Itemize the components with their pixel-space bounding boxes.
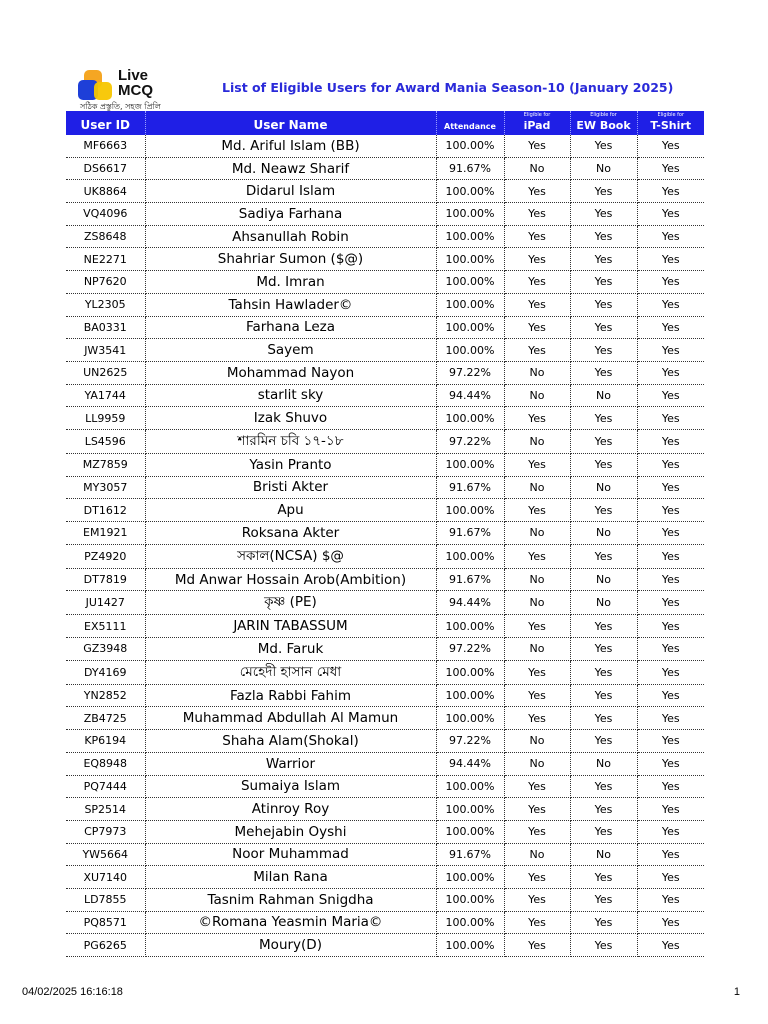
tshirt-cell: Yes — [637, 544, 704, 568]
tshirt-cell: Yes — [637, 911, 704, 934]
ewbook-cell: Yes — [570, 638, 637, 661]
ewbook-cell: Yes — [570, 407, 637, 430]
ipad-cell: No — [504, 730, 570, 753]
user-id-cell: JU1427 — [66, 591, 145, 615]
user-name-cell: Didarul Islam — [145, 180, 436, 203]
user-name-cell: Mehejabin Oyshi — [145, 820, 436, 843]
table-body — [66, 135, 704, 957]
user-name-cell: ©Romana Yeasmin Maria© — [145, 911, 436, 934]
tshirt-cell: Yes — [637, 591, 704, 615]
ipad-cell: Yes — [504, 911, 570, 934]
footer-page-number: 1 — [733, 986, 740, 998]
user-id-cell: YN2852 — [66, 684, 145, 707]
attendance-cell: 100.00% — [436, 660, 504, 684]
user-id-cell: KP6194 — [66, 730, 145, 753]
tshirt-cell: Yes — [637, 888, 704, 911]
table-row — [66, 730, 704, 753]
tshirt-cell: Yes — [637, 730, 704, 753]
user-name-cell: Ahsanullah Robin — [145, 225, 436, 248]
ewbook-cell: Yes — [570, 820, 637, 843]
user-id-cell: VQ4096 — [66, 203, 145, 226]
attendance-cell: 100.00% — [436, 135, 504, 157]
table-row — [66, 499, 704, 522]
user-name-cell: Shaha Alam(Shokal) — [145, 730, 436, 753]
tshirt-cell: Yes — [637, 866, 704, 889]
ewbook-cell: Yes — [570, 339, 637, 362]
ewbook-cell: Yes — [570, 684, 637, 707]
attendance-cell: 100.00% — [436, 407, 504, 430]
attendance-cell: 97.22% — [436, 638, 504, 661]
user-name-cell: Yasin Pranto — [145, 453, 436, 476]
table-row — [66, 707, 704, 730]
ipad-cell: Yes — [504, 820, 570, 843]
attendance-cell: 97.22% — [436, 361, 504, 384]
livemcq-logo — [78, 68, 178, 112]
ipad-cell: Yes — [504, 225, 570, 248]
table-row — [66, 339, 704, 362]
user-id-cell: NP7620 — [66, 271, 145, 294]
tshirt-cell: Yes — [637, 293, 704, 316]
user-name-cell: সকাল(NCSA) $@ — [145, 544, 436, 568]
ipad-cell: Yes — [504, 707, 570, 730]
table-row — [66, 293, 704, 316]
tshirt-cell: Yes — [637, 384, 704, 407]
attendance-cell: 94.44% — [436, 752, 504, 775]
user-id-cell: LS4596 — [66, 429, 145, 453]
tshirt-cell: Yes — [637, 615, 704, 638]
user-id-cell: PG6265 — [66, 934, 145, 957]
user-name-cell: Moury(D) — [145, 934, 436, 957]
tshirt-cell: Yes — [637, 752, 704, 775]
ewbook-cell: Yes — [570, 544, 637, 568]
ewbook-cell: Yes — [570, 293, 637, 316]
table-row — [66, 522, 704, 545]
attendance-cell: 100.00% — [436, 775, 504, 798]
user-name-cell: Fazla Rabbi Fahim — [145, 684, 436, 707]
attendance-cell: 91.67% — [436, 568, 504, 591]
ewbook-cell: Yes — [570, 499, 637, 522]
table-row — [66, 135, 704, 157]
table-row — [66, 660, 704, 684]
ipad-cell: Yes — [504, 798, 570, 821]
ipad-cell: Yes — [504, 866, 570, 889]
attendance-cell: 97.22% — [436, 730, 504, 753]
ewbook-cell: No — [570, 476, 637, 499]
table-row — [66, 866, 704, 889]
col-header-ipad: Eligible for iPad — [504, 111, 570, 135]
user-name-cell: Sumaiya Islam — [145, 775, 436, 798]
ipad-cell: No — [504, 429, 570, 453]
table-row — [66, 407, 704, 430]
table-row — [66, 591, 704, 615]
ipad-cell: No — [504, 157, 570, 180]
user-id-cell: EQ8948 — [66, 752, 145, 775]
ipad-cell: Yes — [504, 339, 570, 362]
attendance-cell: 100.00% — [436, 271, 504, 294]
table-row — [66, 775, 704, 798]
attendance-cell: 97.22% — [436, 429, 504, 453]
user-name-cell: Atinroy Roy — [145, 798, 436, 821]
tshirt-cell: Yes — [637, 660, 704, 684]
user-name-cell: Izak Shuvo — [145, 407, 436, 430]
ipad-cell: No — [504, 752, 570, 775]
ipad-cell: No — [504, 476, 570, 499]
user-id-cell: UN2625 — [66, 361, 145, 384]
attendance-cell: 100.00% — [436, 499, 504, 522]
table-row — [66, 638, 704, 661]
user-id-cell: PZ4920 — [66, 544, 145, 568]
attendance-cell: 100.00% — [436, 707, 504, 730]
ipad-cell: Yes — [504, 660, 570, 684]
ewbook-cell: Yes — [570, 135, 637, 157]
user-id-cell: EM1921 — [66, 522, 145, 545]
table-row — [66, 843, 704, 866]
ipad-cell: Yes — [504, 180, 570, 203]
ewbook-cell: Yes — [570, 203, 637, 226]
col-header-tshirt: Eligible for T-Shirt — [637, 111, 704, 135]
user-name-cell: Farhana Leza — [145, 316, 436, 339]
attendance-cell: 100.00% — [436, 544, 504, 568]
user-id-cell: SP2514 — [66, 798, 145, 821]
table-row — [66, 911, 704, 934]
table-row — [66, 615, 704, 638]
tshirt-cell: Yes — [637, 225, 704, 248]
ipad-cell: No — [504, 522, 570, 545]
table-row — [66, 271, 704, 294]
table-row — [66, 180, 704, 203]
tshirt-cell: Yes — [637, 180, 704, 203]
attendance-cell: 100.00% — [436, 203, 504, 226]
table-row — [66, 684, 704, 707]
ipad-cell: Yes — [504, 203, 570, 226]
tshirt-cell: Yes — [637, 499, 704, 522]
user-id-cell: DT7819 — [66, 568, 145, 591]
table-row — [66, 752, 704, 775]
user-id-cell: MZ7859 — [66, 453, 145, 476]
ewbook-cell: Yes — [570, 271, 637, 294]
user-id-cell: BA0331 — [66, 316, 145, 339]
table-row — [66, 568, 704, 591]
user-name-cell: Roksana Akter — [145, 522, 436, 545]
table-row — [66, 934, 704, 957]
user-name-cell: Md. Faruk — [145, 638, 436, 661]
table-row — [66, 225, 704, 248]
user-id-cell: MF6663 — [66, 135, 145, 157]
user-name-cell: Md. Imran — [145, 271, 436, 294]
ipad-cell: Yes — [504, 499, 570, 522]
attendance-cell: 100.00% — [436, 180, 504, 203]
ipad-cell: Yes — [504, 407, 570, 430]
tshirt-cell: Yes — [637, 271, 704, 294]
user-name-cell: Md Anwar Hossain Arob(Ambition) — [145, 568, 436, 591]
user-name-cell: Mohammad Nayon — [145, 361, 436, 384]
ipad-cell: Yes — [504, 684, 570, 707]
attendance-cell: 100.00% — [436, 248, 504, 271]
user-name-cell: JARIN TABASSUM — [145, 615, 436, 638]
user-name-cell: Tasnim Rahman Snigdha — [145, 888, 436, 911]
attendance-cell: 91.67% — [436, 476, 504, 499]
ewbook-cell: Yes — [570, 888, 637, 911]
ewbook-cell: No — [570, 591, 637, 615]
tshirt-cell: Yes — [637, 522, 704, 545]
table-row — [66, 316, 704, 339]
tshirt-cell: Yes — [637, 638, 704, 661]
tshirt-cell: Yes — [637, 407, 704, 430]
tshirt-cell: Yes — [637, 203, 704, 226]
ewbook-cell: Yes — [570, 866, 637, 889]
ipad-cell: Yes — [504, 615, 570, 638]
tshirt-cell: Yes — [637, 339, 704, 362]
tshirt-cell: Yes — [637, 798, 704, 821]
table-row — [66, 820, 704, 843]
ewbook-cell: Yes — [570, 730, 637, 753]
user-name-cell: starlit sky — [145, 384, 436, 407]
ipad-cell: Yes — [504, 544, 570, 568]
tshirt-cell: Yes — [637, 248, 704, 271]
ewbook-cell: No — [570, 384, 637, 407]
tshirt-cell: Yes — [637, 157, 704, 180]
ewbook-cell: Yes — [570, 316, 637, 339]
attendance-cell: 100.00% — [436, 684, 504, 707]
tshirt-cell: Yes — [637, 316, 704, 339]
table-row — [66, 544, 704, 568]
tshirt-cell: Yes — [637, 707, 704, 730]
attendance-cell: 100.00% — [436, 615, 504, 638]
ipad-cell: Yes — [504, 248, 570, 271]
table-row — [66, 476, 704, 499]
ewbook-cell: Yes — [570, 934, 637, 957]
ipad-cell: Yes — [504, 316, 570, 339]
user-id-cell: LD7855 — [66, 888, 145, 911]
col-header-user-id: User ID — [66, 111, 145, 135]
logo-line1: Live — [118, 67, 149, 84]
ewbook-cell: Yes — [570, 707, 637, 730]
ipad-cell: No — [504, 361, 570, 384]
user-id-cell: UK8864 — [66, 180, 145, 203]
ewbook-cell: No — [570, 752, 637, 775]
col-header-user-name: User Name — [145, 111, 436, 135]
ipad-cell: Yes — [504, 293, 570, 316]
ipad-cell: No — [504, 843, 570, 866]
ewbook-cell: Yes — [570, 225, 637, 248]
tshirt-cell: Yes — [637, 843, 704, 866]
user-id-cell: YW5664 — [66, 843, 145, 866]
user-id-cell: NE2271 — [66, 248, 145, 271]
attendance-cell: 94.44% — [436, 591, 504, 615]
attendance-cell: 100.00% — [436, 888, 504, 911]
tshirt-cell: Yes — [637, 820, 704, 843]
table-row — [66, 384, 704, 407]
table-row — [66, 453, 704, 476]
attendance-cell: 100.00% — [436, 293, 504, 316]
attendance-cell: 91.67% — [436, 522, 504, 545]
ewbook-cell: Yes — [570, 180, 637, 203]
user-id-cell: XU7140 — [66, 866, 145, 889]
user-id-cell: YA1744 — [66, 384, 145, 407]
user-name-cell: Md. Ariful Islam (BB) — [145, 135, 436, 157]
user-id-cell: GZ3948 — [66, 638, 145, 661]
ewbook-cell: Yes — [570, 429, 637, 453]
table-row — [66, 798, 704, 821]
ewbook-cell: Yes — [570, 798, 637, 821]
tshirt-cell: Yes — [637, 568, 704, 591]
tshirt-cell: Yes — [637, 361, 704, 384]
user-name-cell: মেহেদী হাসান মেধা — [145, 660, 436, 684]
ipad-cell: Yes — [504, 453, 570, 476]
ipad-cell: Yes — [504, 775, 570, 798]
ipad-cell: No — [504, 638, 570, 661]
logo-mark-icon — [78, 70, 116, 102]
attendance-cell: 100.00% — [436, 911, 504, 934]
user-id-cell: PQ7444 — [66, 775, 145, 798]
user-name-cell: Bristi Akter — [145, 476, 436, 499]
attendance-cell: 94.44% — [436, 384, 504, 407]
ewbook-cell: Yes — [570, 615, 637, 638]
table-header-row — [66, 111, 704, 135]
attendance-cell: 91.67% — [436, 843, 504, 866]
attendance-cell: 100.00% — [436, 339, 504, 362]
footer-datetime: 04/02/2025 16:16:18 — [22, 986, 123, 998]
user-name-cell: Warrior — [145, 752, 436, 775]
user-id-cell: DY4169 — [66, 660, 145, 684]
ewbook-cell: Yes — [570, 911, 637, 934]
ipad-cell: No — [504, 568, 570, 591]
ipad-cell: Yes — [504, 271, 570, 294]
ipad-cell: Yes — [504, 135, 570, 157]
user-name-cell: শারমিন চবি ১৭-১৮ — [145, 429, 436, 453]
user-name-cell: Noor Muhammad — [145, 843, 436, 866]
attendance-cell: 100.00% — [436, 316, 504, 339]
user-name-cell: Md. Neawz Sharif — [145, 157, 436, 180]
user-id-cell: MY3057 — [66, 476, 145, 499]
user-name-cell: Apu — [145, 499, 436, 522]
table-row — [66, 157, 704, 180]
attendance-cell: 100.00% — [436, 934, 504, 957]
user-name-cell: Sadiya Farhana — [145, 203, 436, 226]
ewbook-cell: No — [570, 157, 637, 180]
tshirt-cell: Yes — [637, 429, 704, 453]
ewbook-cell: Yes — [570, 775, 637, 798]
tshirt-cell: Yes — [637, 934, 704, 957]
ewbook-cell: Yes — [570, 361, 637, 384]
attendance-cell: 91.67% — [436, 157, 504, 180]
attendance-cell: 100.00% — [436, 798, 504, 821]
logo-tagline: সঠিক প্রস্তুতি, সহজ প্রিলি — [80, 102, 161, 111]
logo-line2: MCQ — [118, 82, 153, 99]
user-id-cell: DS6617 — [66, 157, 145, 180]
ipad-cell: No — [504, 384, 570, 407]
col-header-attendance: Attendance — [436, 111, 504, 135]
col-header-ewbook: Eligible for EW Book — [570, 111, 637, 135]
attendance-cell: 100.00% — [436, 820, 504, 843]
user-id-cell: ZS8648 — [66, 225, 145, 248]
table-row — [66, 248, 704, 271]
tshirt-cell: Yes — [637, 684, 704, 707]
attendance-cell: 100.00% — [436, 225, 504, 248]
user-id-cell: YL2305 — [66, 293, 145, 316]
ewbook-cell: Yes — [570, 248, 637, 271]
user-name-cell: Sayem — [145, 339, 436, 362]
ewbook-cell: No — [570, 568, 637, 591]
ewbook-cell: Yes — [570, 453, 637, 476]
table-row — [66, 361, 704, 384]
user-id-cell: LL9959 — [66, 407, 145, 430]
user-name-cell: Shahriar Sumon ($@) — [145, 248, 436, 271]
user-name-cell: কৃষ্ণ (PE) — [145, 591, 436, 615]
user-id-cell: CP7973 — [66, 820, 145, 843]
attendance-cell: 100.00% — [436, 866, 504, 889]
tshirt-cell: Yes — [637, 453, 704, 476]
user-id-cell: DT1612 — [66, 499, 145, 522]
table-row — [66, 429, 704, 453]
user-name-cell: Milan Rana — [145, 866, 436, 889]
ipad-cell: Yes — [504, 888, 570, 911]
eligible-users-table — [66, 111, 704, 957]
tshirt-cell: Yes — [637, 135, 704, 157]
user-name-cell: Tahsin Hawlader© — [145, 293, 436, 316]
user-id-cell: EX5111 — [66, 615, 145, 638]
user-id-cell: PQ8571 — [66, 911, 145, 934]
attendance-cell: 100.00% — [436, 453, 504, 476]
document-title: List of Eligible Users for Award Mania Season-10 (January 2025) — [222, 80, 674, 95]
table-row — [66, 203, 704, 226]
user-name-cell: Muhammad Abdullah Al Mamun — [145, 707, 436, 730]
logo-wordmark — [118, 68, 153, 98]
user-id-cell: ZB4725 — [66, 707, 145, 730]
ewbook-cell: No — [570, 522, 637, 545]
tshirt-cell: Yes — [637, 476, 704, 499]
table-row — [66, 888, 704, 911]
ewbook-cell: Yes — [570, 660, 637, 684]
ipad-cell: No — [504, 591, 570, 615]
ipad-cell: Yes — [504, 934, 570, 957]
user-id-cell: JW3541 — [66, 339, 145, 362]
tshirt-cell: Yes — [637, 775, 704, 798]
ewbook-cell: No — [570, 843, 637, 866]
